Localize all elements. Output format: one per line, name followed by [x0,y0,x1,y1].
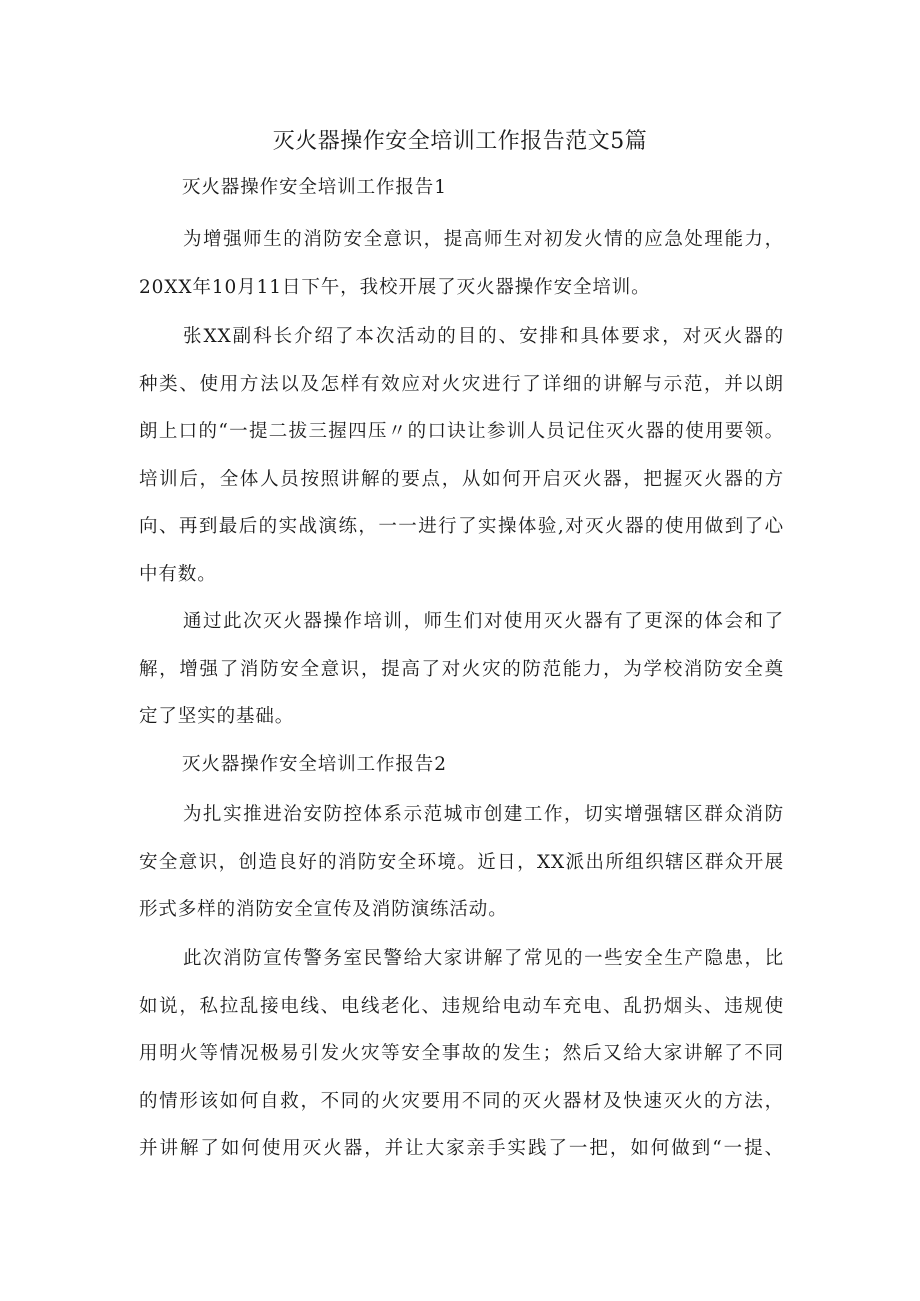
section-heading-2: 灭火器操作安全培训工作报告2 [182,754,447,775]
section-2-paragraph-2 [139,935,784,1173]
text-line: 此次消防宣传警务室民警给大家讲解了常见的一些安全生产隐患，比 [183,948,784,969]
text-line: 朗上口的“一提二拔三握四压〃的口诀让参训人员记住灭火器的使用要领。 [139,421,784,443]
text-line: 定了坚实的基础。 [139,706,295,728]
text-line: 解，增强了消防安全意识，提高了对火灾的防范能力，为学校消防安全奠 [139,658,784,680]
text-line: 形式多样的消防安全宣传及消防演练活动。 [139,899,508,921]
text-line: 张XX副科长介绍了本次活动的目的、安排和具体要求，对灭火器的 [183,326,784,347]
text-line: 为增强师生的消防安全意识，提高师生对初发火情的应急处理能力， [183,229,784,250]
text-line: 并讲解了如何使用灭火器，并让大家亲手实践了一把，如何做到“一提、 [139,1138,784,1160]
text-line: 安全意识，创造良好的消防安全环境。近日，XX派出所组织辖区群众开展 [139,851,784,873]
document-title: 灭火器操作安全培训工作报告范文5篇 [272,129,648,154]
text-line: 向、再到最后的实战演练，一一进行了实操体验,对灭火器的使用做到了心 [139,516,784,538]
section-1-paragraph-2 [139,313,784,599]
section-heading-1: 灭火器操作安全培训工作报告1 [182,177,447,198]
text-line: 通过此次灭火器操作培训，师生们对使用灭火器有了更深的体会和了 [183,611,784,632]
section-2-paragraph-1 [139,791,784,934]
text-line: 种类、使用方法以及怎样有效应对火灾进行了详细的讲解与示范，并以朗 [139,373,784,395]
text-line: 用明火等情况极易引发火灾等安全事故的发生；然后又给大家讲解了不同 [139,1043,784,1065]
text-line: 为扎实推进治安防控体系示范城市创建工作，切实增强辖区群众消防 [183,804,784,825]
section-1-paragraph-1 [139,216,784,311]
text-line: 20XX年10月11日下午，我校开展了灭火器操作安全培训。 [139,276,651,298]
text-line: 如说，私拉乱接电线、电线老化、违规给电动车充电、乱扔烟头、违规使 [139,995,784,1017]
text-line: 的情形该如何自救，不同的火灾要用不同的灭火器材及快速灭火的方法， [139,1090,784,1112]
section-1-paragraph-3 [139,598,784,741]
text-line: 培训后，全体人员按照讲解的要点，从如何开启灭火器，把握灭火器的方 [139,468,784,490]
text-line: 中有数。 [139,563,217,585]
